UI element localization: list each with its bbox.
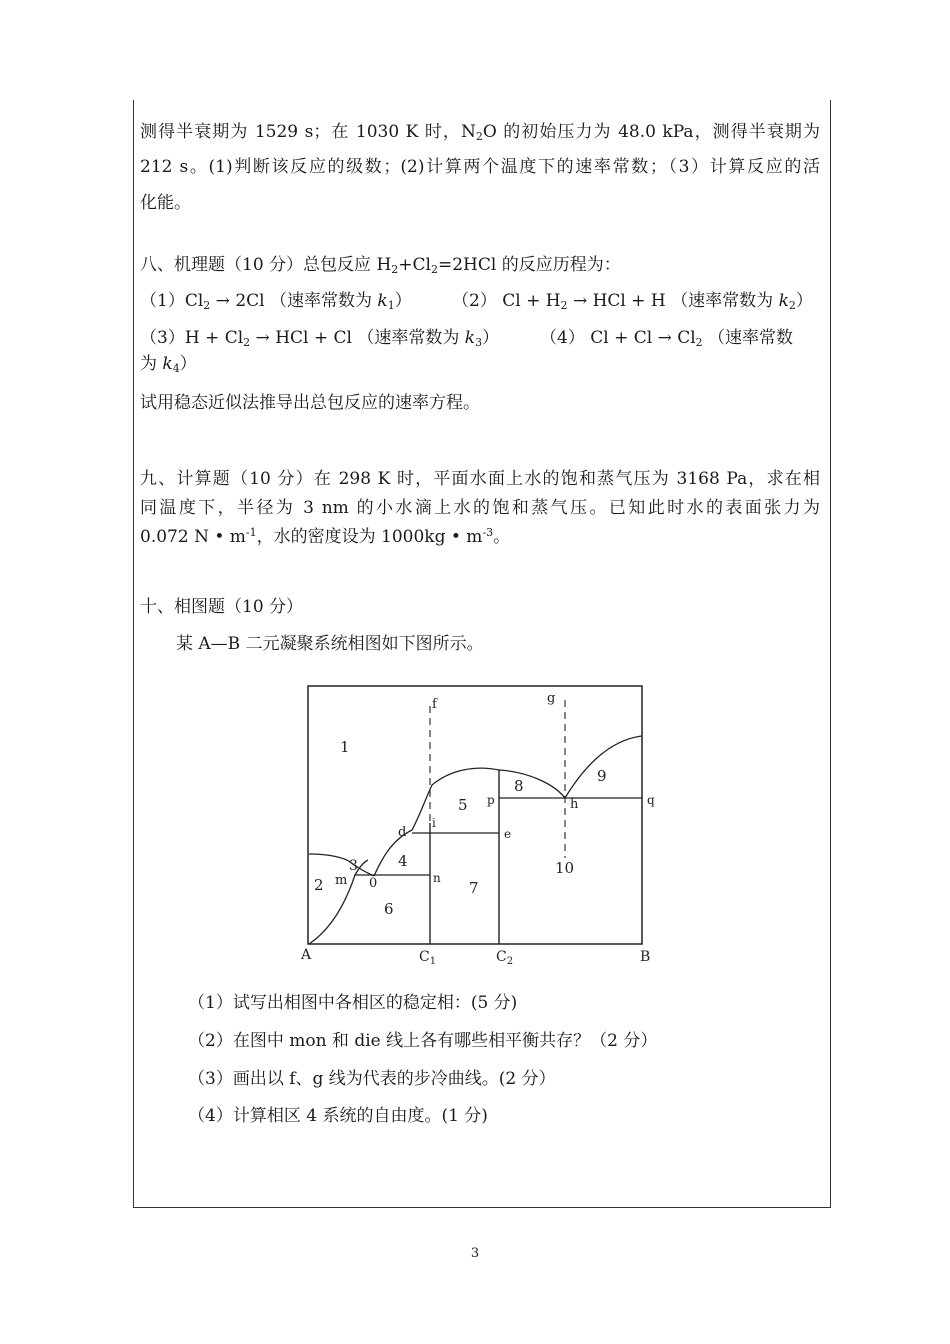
region-6: 6 [384,900,394,918]
q10-sub-3: （3）画出以 f、g 线为代表的步冷曲线。(2 分） [188,1069,556,1089]
axis-label-b: B [640,949,651,965]
liquidus-c1-branch [374,768,499,876]
label-m: m [335,873,348,888]
q7-line-3: 化能。 [140,193,191,213]
q9-line-3: 0.072 N • $m^{-1}$，水的密度设为 1000kg • $m^{-3}$。 [140,526,511,547]
liquidus-c2-branch [499,770,565,798]
label-q: q [647,793,655,807]
q10-sub-4: （4）计算相区 4 系统的自由度。(1 分) [188,1106,488,1126]
q8-title: 八、机理题（10 分）总包反应 $H_2+Cl_2=2HCl$ 的反应历程为： [140,255,621,276]
q10-intro: 某 A—B 二元凝聚系统相图如下图所示。 [176,634,484,654]
region-4: 4 [398,852,408,870]
q8-step-2: （2） $Cl + H_2$ → HCl + H （速率常数为 $k_2$） [452,291,813,312]
axis-label-c2: $C_2$ [496,949,514,967]
region-7: 7 [469,879,479,897]
region-2: 2 [314,876,324,894]
q8-step-3: $(3)H + Cl_2$ → HCl + Cl （速率常数为 $k_3$） [140,328,500,349]
q7-line-2: 212 s。(1)判断该反应的级数；(2)计算两个温度下的速率常数；（3）计算反应的活 [140,157,820,177]
label-d: d [398,825,407,840]
label-g: g [547,691,556,706]
label-e: e [504,827,512,841]
axis-label-a: A [301,947,312,963]
label-o: 0 [369,876,378,891]
label-p: p [487,793,495,807]
label-h: h [570,797,579,812]
q7-line-1: 测得半衰期为 1529 s；在 1030 K 时，$N_2O$ 的初始压力为 48.0 kPa，测得半衰期为 [140,122,820,143]
page-number: 3 [470,1246,480,1261]
region-5: 5 [458,796,468,814]
q8-task: 试用稳态近似法推导出总包反应的速率方程。 [140,393,480,413]
phase-diagram [290,680,660,970]
region-1: 1 [340,738,350,756]
region-10: 10 [555,859,575,877]
q8-step-1: $(1)Cl_2 \to 2Cl$ （速率常数为 $k_1$） [140,291,412,312]
q9-line-1: 九、计算题（10 分）在 298 K 时，平面水面上水的饱和蒸气压为 3168 Pa，求在相 [140,469,820,489]
region-9: 9 [597,767,607,785]
q8-step-4-continued: 为 $k_4$） [140,354,197,375]
label-n: n [433,871,441,885]
region-3: 3 [349,858,358,874]
q10-sub-1: （1）试写出相图中各相区的稳定相：(5 分) [188,993,518,1013]
q9-line-2: 同温度下，半径为 3 nm 的小水滴上水的饱和蒸气压。已知此时水的表面张力为 [140,498,820,518]
q10-title: 十、相图题（10 分） [140,597,304,617]
label-f: f [432,697,437,712]
q8-step-4: （4） $Cl + Cl \to Cl_2$ （速率常数 [540,328,794,349]
axis-label-c1: $C_1$ [419,949,437,967]
q10-sub-2: （2）在图中 mon 和 die 线上各有哪些相平衡共存？（2 分） [188,1031,658,1051]
region-8: 8 [514,777,524,795]
diagram-border [308,686,642,944]
label-i: i [432,816,436,830]
